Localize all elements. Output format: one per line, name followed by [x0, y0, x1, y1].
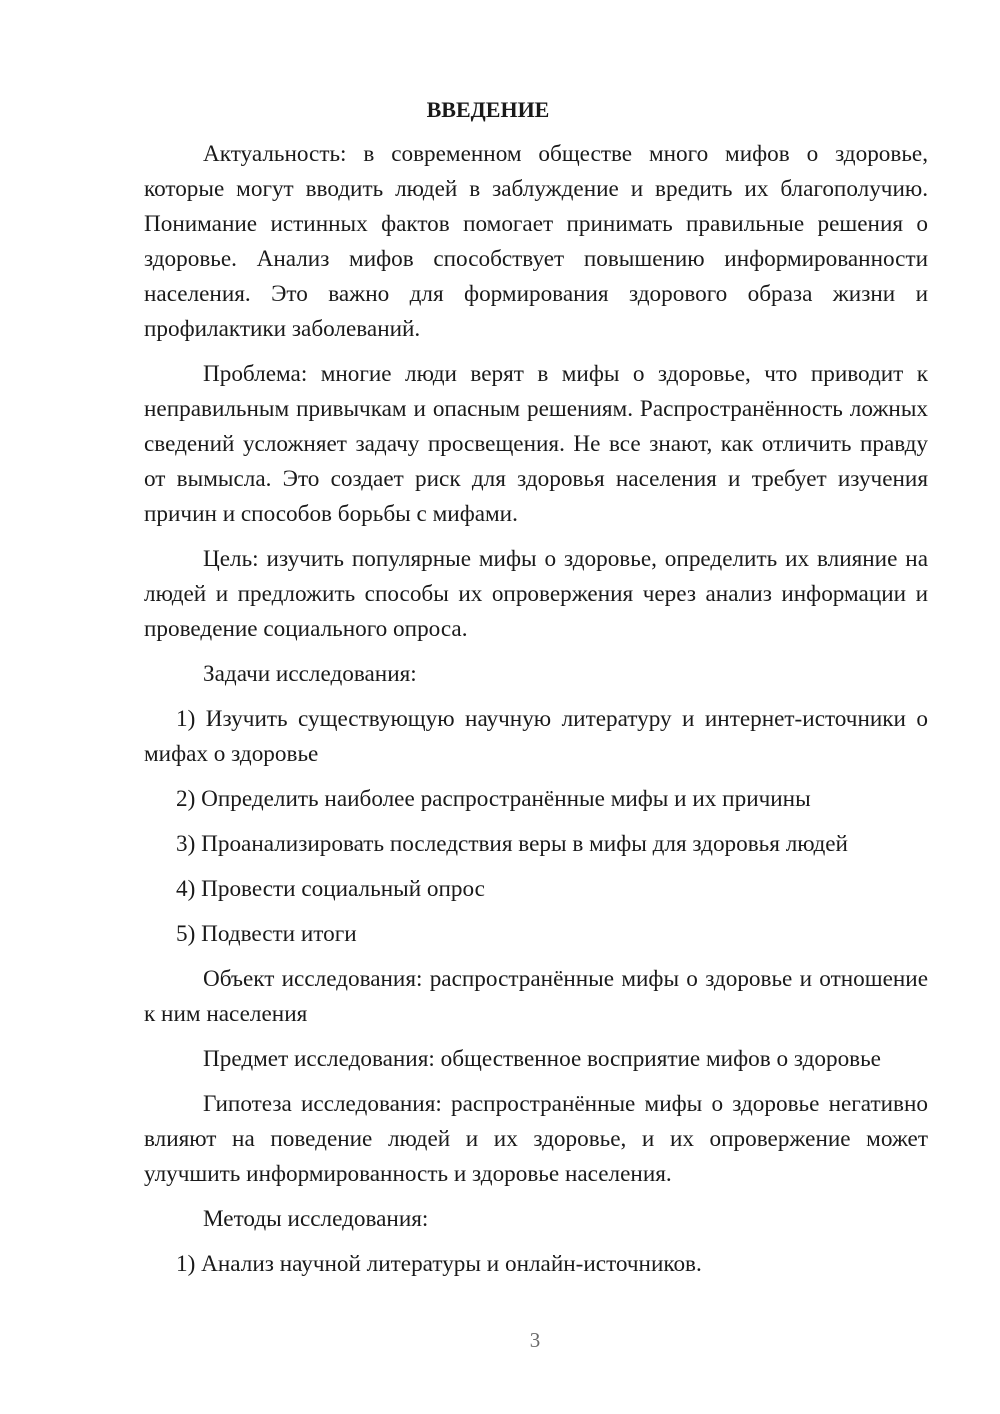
task-item-5: 5) Подвести итоги — [176, 921, 357, 947]
task-item-3: 3) Проанализировать последствия веры в мифы для здоровья людей — [176, 831, 848, 857]
document-body — [144, 92, 928, 1292]
page-number: 3 — [529, 1328, 541, 1352]
task-item-1: 1) Изучить существующую научную литературу и интернет-источники о мифах о здоровье — [144, 706, 928, 767]
problem-paragraph: Проблема: многие люди верят в мифы о здоровье, что приводит к неправильным привычкам и опасным решениям. Распространённость ложных сведений усложняет задачу просвещения. Не все знают, как отличить правду от вымысла. Это создает риск для здоровья населения и требует изучения причин и способов борьбы с мифами. — [144, 361, 928, 527]
subject-paragraph: Предмет исследования: общественное восприятие мифов о здоровье — [203, 1046, 881, 1072]
relevance-paragraph: Актуальность: в современном обществе много мифов о здоровье, которые могут вводить людей в заблуждение и вредить их благополучию. Понимание истинных фактов помогает принимать правильные решения о здоровье. Анализ мифов способствует повышению информированности населения. Это важно для формирования здорового образа жизни и профилактики заболеваний. — [144, 141, 928, 342]
tasks-label: Задачи исследования: — [203, 661, 417, 687]
method-item-1: 1) Анализ научной литературы и онлайн-источников. — [176, 1251, 702, 1277]
hypothesis-paragraph: Гипотеза исследования: распространённые мифы о здоровье негативно влияют на поведение людей и их здоровье, и их опровержение может улучшить информированность и здоровье населения. — [144, 1091, 928, 1187]
methods-label: Методы исследования: — [203, 1206, 429, 1232]
task-item-4: 4) Провести социальный опрос — [176, 876, 485, 902]
object-paragraph: Объект исследования: распространённые мифы о здоровье и отношение к ним населения — [144, 966, 928, 1027]
task-item-2: 2) Определить наиболее распространённые мифы и их причины — [176, 786, 811, 812]
page-title: ВВЕДЕНИЕ — [426, 97, 550, 122]
goal-paragraph: Цель: изучить популярные мифы о здоровье, определить их влияние на людей и предложить способы их опровержения через анализ информации и проведение социального опроса. — [144, 546, 928, 642]
